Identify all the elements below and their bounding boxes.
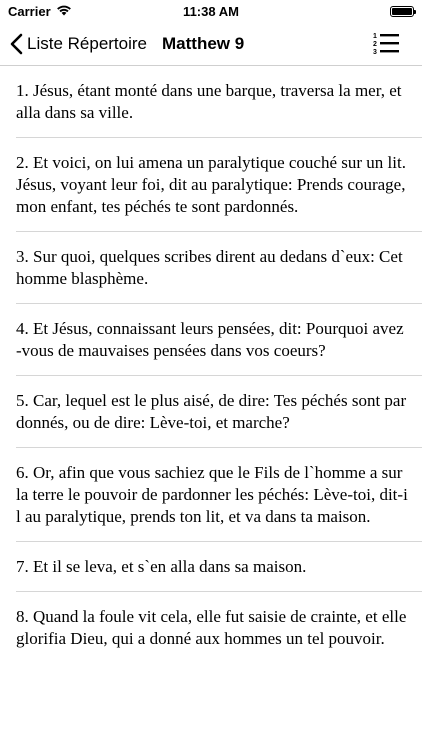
- battery-fill: [392, 8, 412, 15]
- numbered-list-icon: [372, 33, 400, 62]
- back-button[interactable]: [10, 33, 147, 55]
- svg-text:1: 1: [373, 33, 377, 40]
- verse-item[interactable]: 7. Et il se leva, et s`en alla dans sa maison.: [0, 542, 422, 592]
- chevron-left-icon: [10, 33, 23, 55]
- status-left: [8, 4, 72, 19]
- navigation-bar: [0, 22, 422, 66]
- page-title: Matthew 9: [162, 33, 245, 53]
- verse-item[interactable]: 3. Sur quoi, quelques scribes dirent au dedans d`eux: Cet homme blasphème.: [0, 232, 422, 304]
- verse-item[interactable]: 8. Quand la foule vit cela, elle fut saisie de crainte, et elle glorifia Dieu, qui a donné aux hommes un tel pouvoir.: [16, 607, 407, 648]
- status-bar: [0, 0, 422, 22]
- wifi-icon: [56, 4, 72, 19]
- verse-item[interactable]: 6. Or, afin que vous sachiez que le Fils de l`homme a sur la terre le pouvoir de pardonner les péchés: Lève-toi, dit-il au paralytique, prends ton lit, et va dans ta maison.: [0, 448, 422, 542]
- verse-item[interactable]: 1. Jésus, étant monté dans une barque, traversa la mer, et alla dans sa ville.: [0, 66, 422, 138]
- svg-text:3: 3: [373, 49, 377, 56]
- carrier-label: Carrier: [8, 3, 51, 19]
- battery-icon: [390, 6, 414, 17]
- verse-list: [0, 66, 422, 664]
- svg-text:2: 2: [373, 41, 377, 48]
- verse-item[interactable]: 5. Car, lequel est le plus aisé, de dire: Tes péchés sont pardonnés, ou de dire: Lève-toi, et marche?: [0, 376, 422, 448]
- numbered-list-button[interactable]: [372, 30, 400, 58]
- verse-item[interactable]: 4. Et Jésus, connaissant leurs pensées, dit: Pourquoi avez-vous de mauvaises pensées dans vos coeurs?: [0, 304, 422, 376]
- back-button-label: Liste Répertoire: [27, 33, 148, 53]
- status-time: 11:38 AM: [183, 3, 239, 19]
- verse-item[interactable]: 2. Et voici, on lui amena un paralytique couché sur un lit. Jésus, voyant leur foi, dit au paralytique: Prends courage, mon enfant, tes péchés te sont pardonnés.: [0, 138, 422, 232]
